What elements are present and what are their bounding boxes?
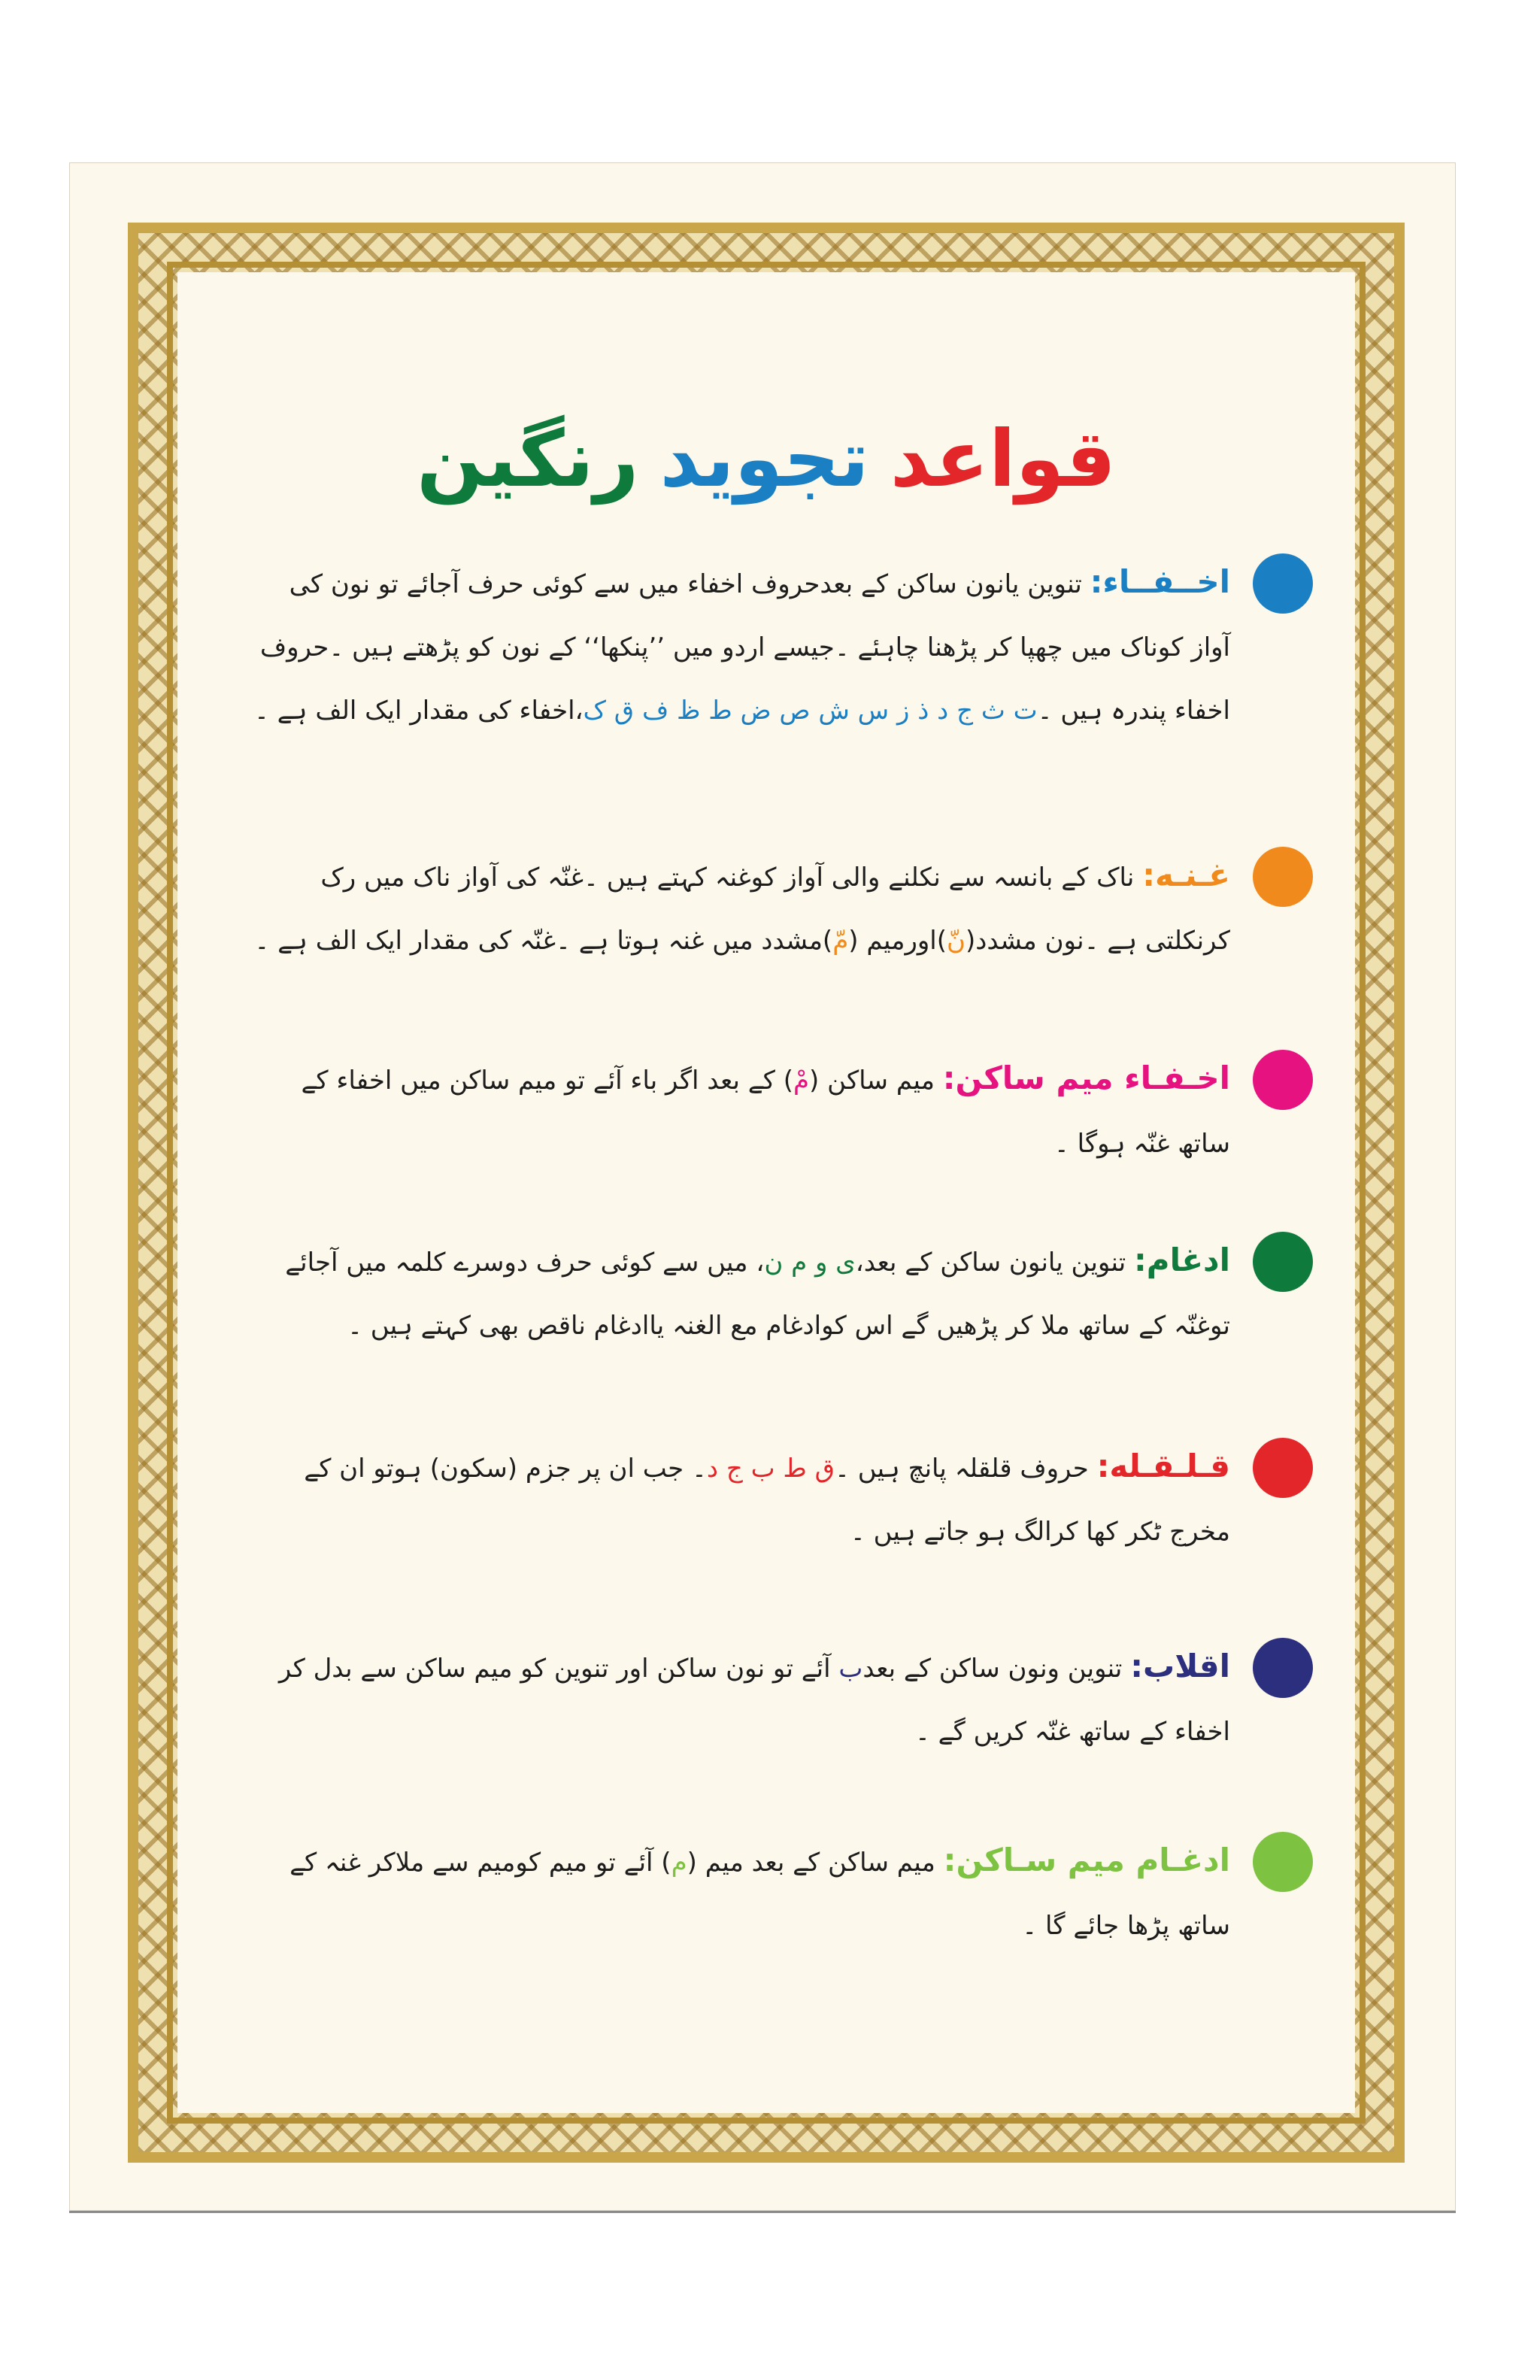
bullet-dot	[1253, 1832, 1313, 1892]
rule-body-end: )مشدد میں غنہ ہوتا ہے ۔غنّہ کی مقدار ایک الف ہے ۔	[254, 926, 833, 956]
rule-highlight: ت ث ج د ذ ز س ش ص ض ط ظ ف ق ک	[583, 696, 1038, 726]
rule-text	[253, 1829, 1230, 1957]
rule-highlight-2: مّ	[832, 926, 849, 956]
rule-body: حروف قلقلہ پانچ ہیں ۔	[835, 1454, 1097, 1484]
rule-term: ادغـام میم سـاکن:	[943, 1842, 1230, 1878]
title-word-2: تجوید	[659, 413, 869, 505]
rule-highlight: ق ط ب ج د	[706, 1454, 835, 1484]
rule-term: غـنـه:	[1142, 856, 1230, 893]
rule-body-end: ،اخفاء کی مقدار ایک الف ہے ۔	[253, 696, 584, 726]
page-title	[177, 406, 1355, 511]
rule-body: تنوین یانون ساکن کے بعدحروف اخفاء میں سے کوئی حرف آجائے تو نون کی آواز کوناک میں چھپا کر پڑھنا چاہئے ۔جیسے اردو میں ’’پنکھا‘‘ کے نون کو پڑھتے ہیں ۔حروف اخفاء پندرہ ہیں ۔	[259, 569, 1230, 726]
rule-term: ادغام:	[1134, 1242, 1230, 1278]
rule-body: میم ساکن (	[809, 1066, 943, 1096]
rule-term: اخـفـاء میم ساکن:	[942, 1060, 1230, 1096]
bullet-dot	[1253, 1232, 1313, 1292]
rule-text	[253, 1047, 1230, 1175]
rule-highlight: ب	[838, 1654, 863, 1684]
rule-body-end: ) کے بعد اگر باء آئے تو میم ساکن میں اخفاء کے ساتھ غنّہ ہوگا ۔	[301, 1066, 1230, 1159]
rule-body-mid: )اورمیم (	[848, 926, 947, 956]
rule-text	[253, 550, 1230, 742]
rule-body-end: آئے تو نون ساکن اور تنوین کو میم ساکن سے بدل کر اخفاء کے ساتھ غنّہ کریں گے ۔	[278, 1654, 1230, 1747]
rule-text	[253, 1435, 1230, 1563]
page-bottom-line	[69, 2211, 1456, 2213]
rule-body-end: ، میں سے کوئی حرف دوسرے کلمہ میں آجائے توغنّہ کے ساتھ ملا کر پڑھیں گے اس کوادغام مع الغنہ یاادغام ناقص بھی کہتے ہیں ۔	[285, 1248, 1230, 1341]
title-word-3: رنگین	[417, 413, 639, 505]
rule-text	[253, 844, 1230, 972]
rule-text	[253, 1635, 1230, 1763]
rule-highlight: م	[671, 1848, 687, 1878]
rule-body-end: ) آئے تو میم کومیم سے ملاکر غنہ کے ساتھ پڑھا جائے گا ۔	[290, 1848, 1230, 1941]
rule-body: تنوین یانون ساکن کے بعد،	[855, 1248, 1134, 1278]
rule-term: اخــفــاء:	[1090, 563, 1230, 600]
bullet-dot	[1253, 847, 1313, 907]
rule-body: تنوین ونون ساکن کے بعد	[862, 1654, 1131, 1684]
bullet-dot	[1253, 1638, 1313, 1698]
rule-highlight: مْ	[793, 1066, 810, 1096]
rule-term: قـلـقـله:	[1096, 1448, 1230, 1484]
rule-body: ناک کے بانسہ سے نکلنے والی آواز کوغنہ کہتے ہیں ۔غنّہ کی آواز ناک میں رک کرنکلتی ہے ۔نون مشدد(	[320, 863, 1230, 956]
title-word-1: قواعد	[890, 413, 1116, 505]
rule-highlight: نّ	[947, 926, 966, 956]
bullet-dot	[1253, 553, 1313, 614]
rule-body: میم ساکن کے بعد میم (	[687, 1848, 944, 1878]
rule-body-end: ۔ جب ان پر جزم (سکون) ہوتو ان کے مخرج ٹکر کھا کرالگ ہو جاتے ہیں ۔	[304, 1454, 1230, 1547]
bullet-dot	[1253, 1050, 1313, 1110]
rule-text	[253, 1229, 1230, 1357]
bullet-dot	[1253, 1438, 1313, 1498]
rule-highlight: ی و م ن	[764, 1248, 856, 1278]
content-panel	[177, 272, 1355, 2113]
rule-term: اقلاب:	[1130, 1648, 1230, 1684]
